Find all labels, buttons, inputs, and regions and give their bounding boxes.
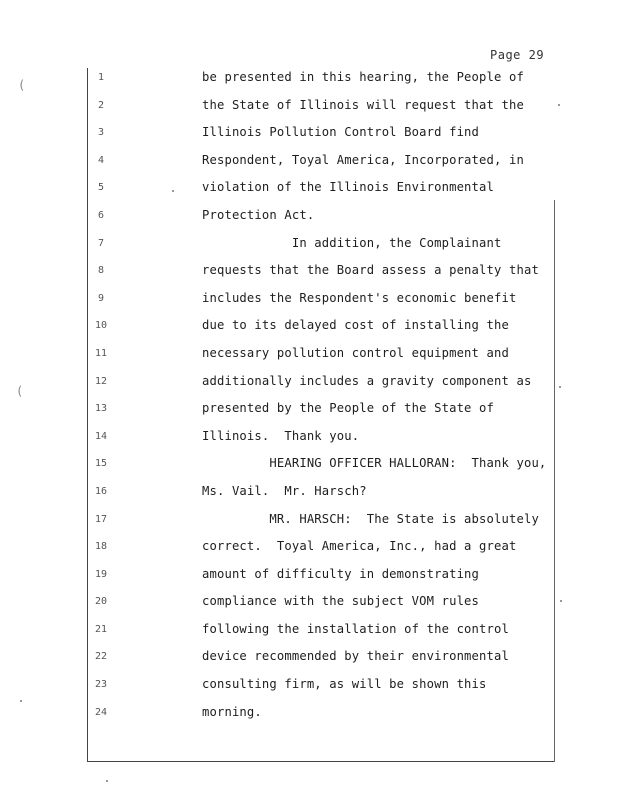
line-number: 10	[94, 320, 108, 332]
transcript-line	[0, 478, 618, 506]
transcript-line	[0, 450, 618, 478]
line-number: 12	[94, 375, 108, 387]
transcript-line	[0, 588, 618, 616]
line-number: 23	[94, 679, 108, 691]
transcript-line	[0, 395, 618, 423]
line-number: 22	[94, 651, 108, 663]
line-text: the State of Illinois will request that the	[202, 97, 524, 112]
line-text: Protection Act.	[202, 207, 315, 222]
line-text: necessary pollution control equipment and	[202, 345, 509, 360]
transcript-line	[0, 147, 618, 175]
transcript-line	[0, 671, 618, 699]
transcript-line	[0, 119, 618, 147]
transcript-line	[0, 312, 618, 340]
line-number: 3	[97, 127, 105, 139]
line-number: 11	[94, 347, 108, 359]
transcript-line	[0, 64, 618, 92]
line-text: violation of the Illinois Environmental	[202, 180, 495, 195]
transcript-line	[0, 340, 618, 368]
line-number: 13	[94, 403, 108, 415]
line-number: 7	[97, 237, 105, 249]
line-text: Respondent, Toyal America, Incorporated, in	[202, 152, 524, 167]
line-number: 1	[97, 72, 105, 83]
scan-speck	[559, 386, 561, 388]
line-text: consulting firm, as will be shown this	[202, 677, 487, 692]
line-number: 19	[94, 568, 108, 580]
line-number: 20	[94, 596, 108, 608]
line-number: 5	[97, 182, 105, 194]
line-text: includes the Respondent's economic benefit	[202, 290, 517, 305]
line-number: 14	[94, 430, 108, 442]
line-text: additionally includes a gravity component as	[202, 373, 532, 388]
transcript-line	[0, 506, 618, 534]
line-text: requests that the Board assess a penalty that	[202, 263, 539, 278]
line-number: 6	[97, 209, 105, 221]
line-text: due to its delayed cost of installing the	[202, 318, 509, 333]
line-number: 21	[94, 623, 108, 635]
transcript-line	[0, 174, 618, 202]
line-number: 9	[97, 292, 105, 304]
scan-speck	[558, 104, 560, 106]
line-number: 16	[94, 485, 108, 497]
transcript-lines	[0, 64, 618, 726]
scan-speck	[172, 190, 174, 192]
line-text: correct. Toyal America, Inc., had a great	[202, 539, 517, 554]
scan-speck	[106, 780, 108, 782]
line-text: morning.	[202, 704, 262, 719]
bottom-margin-rule	[87, 761, 555, 762]
line-number: 15	[94, 458, 108, 470]
transcript-line	[0, 257, 618, 285]
transcript-line	[0, 202, 618, 230]
transcript-line	[0, 643, 618, 671]
line-text: presented by the People of the State of	[202, 401, 495, 416]
line-text: compliance with the subject VOM rules	[202, 594, 480, 609]
scan-mark: (	[18, 78, 26, 92]
line-text: In addition, the Complainant	[202, 235, 502, 250]
transcript-line	[0, 285, 618, 313]
transcript-line	[0, 423, 618, 451]
scan-mark: (	[16, 384, 24, 398]
transcript-line	[0, 561, 618, 589]
line-number: 2	[97, 99, 105, 111]
line-text: following the installation of the control	[202, 621, 509, 636]
line-text: HEARING OFFICER HALLORAN: Thank you,	[202, 456, 547, 471]
scan-speck	[560, 600, 562, 602]
scan-speck	[20, 700, 22, 702]
line-number: 4	[97, 154, 105, 166]
transcript-line	[0, 368, 618, 396]
line-text: amount of difficulty in demonstrating	[202, 566, 480, 581]
line-number: 18	[94, 541, 108, 553]
transcript-line	[0, 533, 618, 561]
line-text: Illinois Pollution Control Board find	[202, 125, 480, 140]
line-text: Ms. Vail. Mr. Harsch?	[202, 483, 367, 498]
transcript-line	[0, 92, 618, 120]
transcript-line	[0, 230, 618, 258]
line-text: MR. HARSCH: The State is absolutely	[202, 511, 539, 526]
transcript-line	[0, 616, 618, 644]
line-number: 17	[94, 513, 108, 525]
page-number: Page 29	[490, 48, 545, 62]
line-text: Illinois. Thank you.	[202, 428, 360, 443]
line-number: 8	[97, 265, 105, 277]
line-number: 24	[94, 706, 108, 718]
transcript-line	[0, 699, 618, 727]
line-text: device recommended by their environmental	[202, 649, 509, 664]
line-text: be presented in this hearing, the People of	[202, 70, 524, 84]
